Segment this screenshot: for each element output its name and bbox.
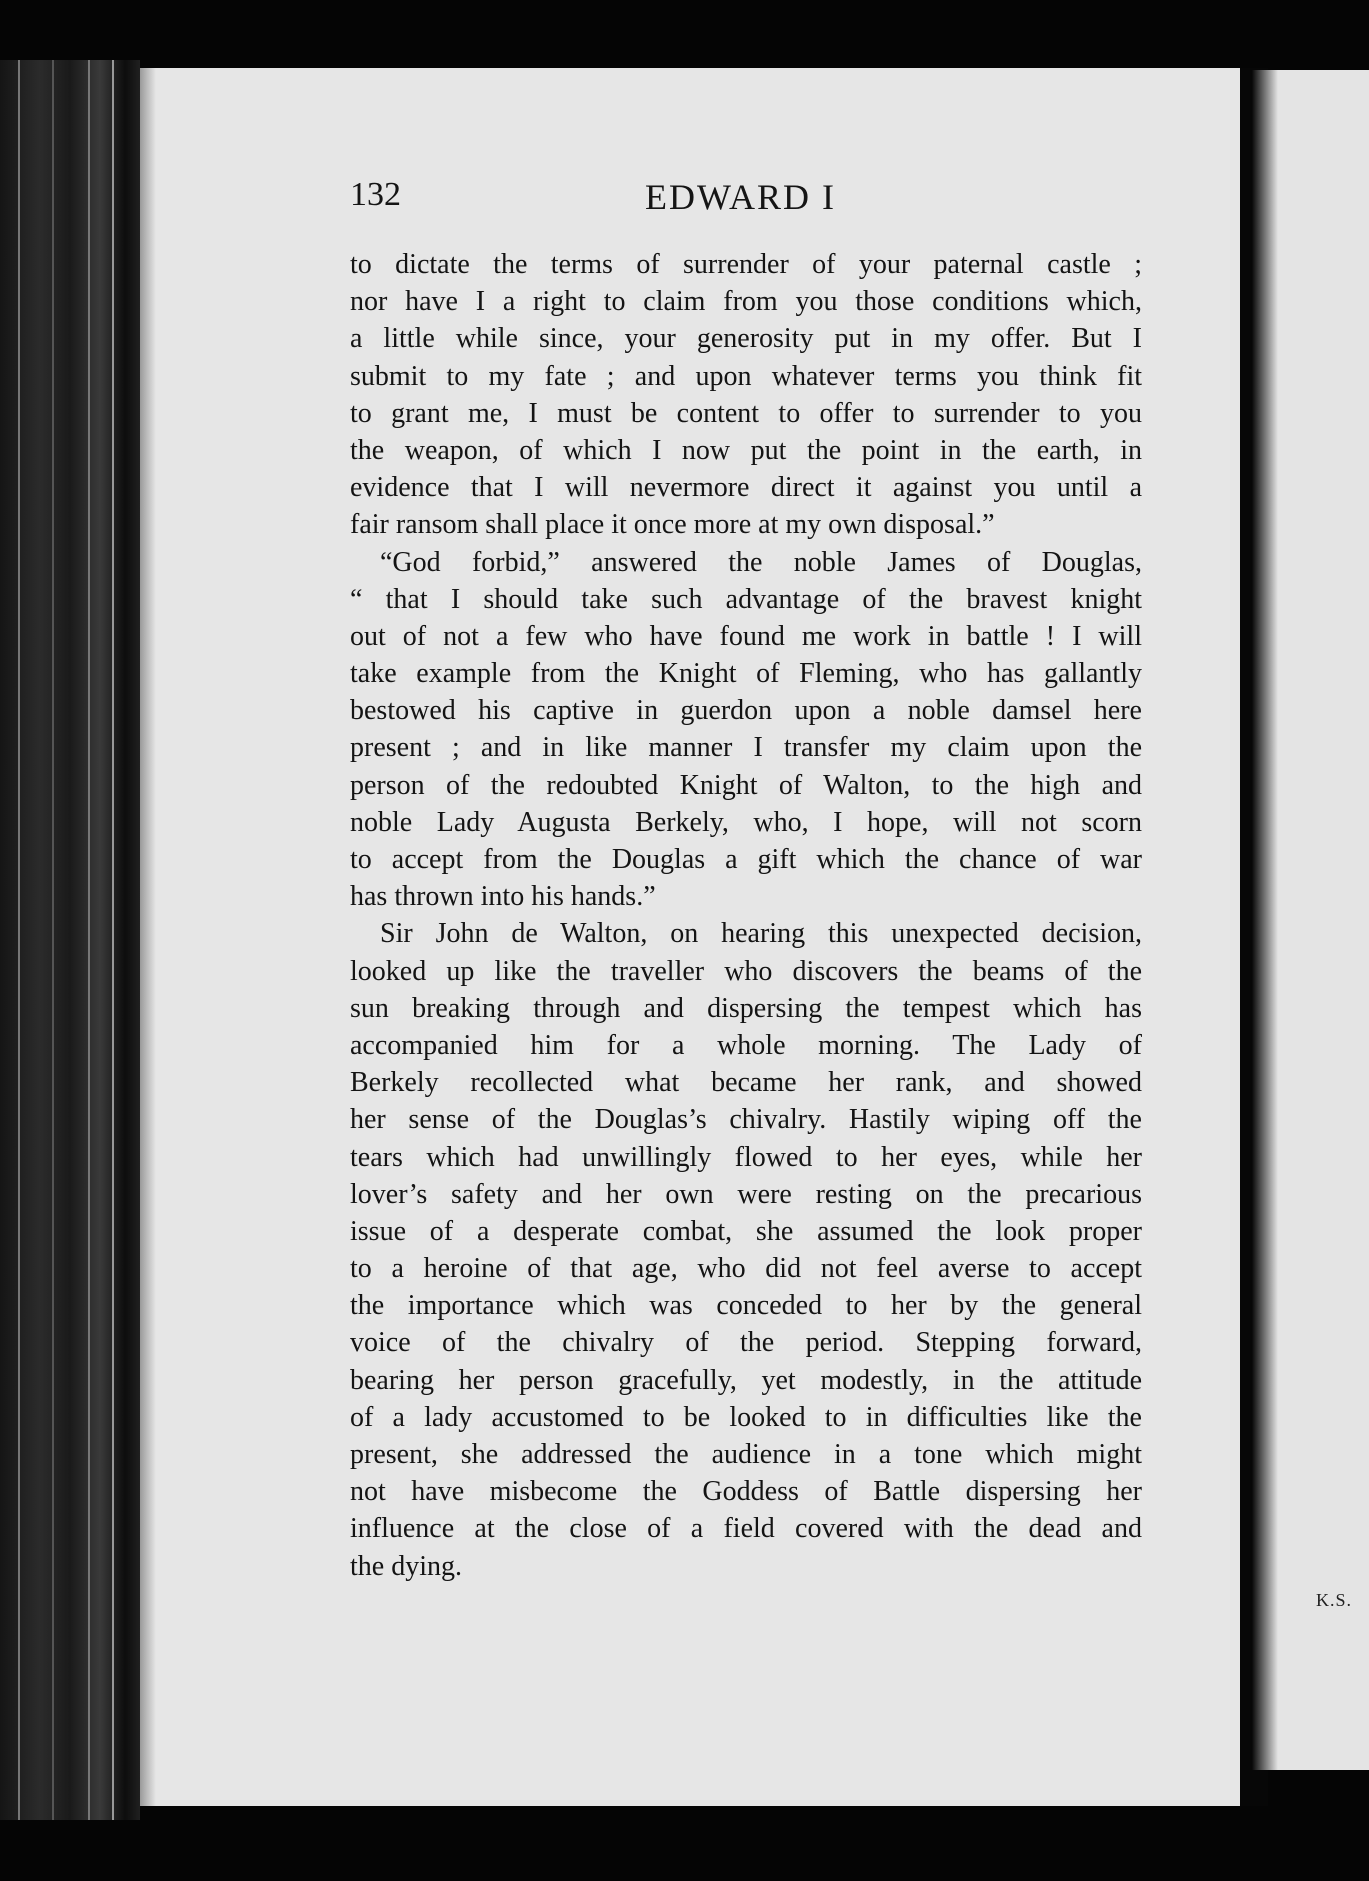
paragraph-start-line: “God forbid,” answered the noble James of Douglas, xyxy=(380,546,1142,578)
text-line: to dictate the terms of surrender of your paternal castle ; xyxy=(350,249,1142,280)
text-line: of a lady accustomed to be looked to in difficulties like the xyxy=(350,1401,1142,1433)
text-line: sun breaking through and dispersing the tempest which has xyxy=(350,992,1142,1024)
text-line: issue of a desperate combat, she assumed the look proper xyxy=(350,1215,1142,1247)
text-line: person of the redoubted Knight of Walton, to the high and xyxy=(350,769,1142,801)
text-line: to accept from the Douglas a gift which the chance of war xyxy=(350,844,1142,875)
text-line: Berkely recollected what became her rank, and showed xyxy=(350,1067,1142,1099)
text-line: nor have I a right to claim from you those conditions which, xyxy=(350,286,1142,318)
margin-note: K.S. xyxy=(1316,1590,1353,1610)
text-line: accompanied him for a whole morning. The Lady of xyxy=(350,1029,1142,1061)
text-line: has thrown into his hands.” xyxy=(350,881,656,913)
book-spine-edge xyxy=(0,60,140,1820)
text-line: influence at the close of a field covered with the dead and xyxy=(350,1513,1142,1545)
text-line: out of not a few who have found me work in battle ! I will xyxy=(350,620,1142,652)
text-line: noble Lady Augusta Berkely, who, I hope, will not scorn xyxy=(350,806,1142,838)
text-line: evidence that I will nevermore direct it against you until a xyxy=(350,472,1142,504)
page-number: 132 xyxy=(350,176,401,213)
text-line: “ that I should take such advantage of the bravest knight xyxy=(350,583,1142,615)
text-line: her sense of the Douglas’s chivalry. Hastily wiping off the xyxy=(350,1104,1142,1136)
text-line: the weapon, of which I now put the point in the earth, in xyxy=(350,434,1142,466)
text-line: present, she addressed the audience in a tone which might xyxy=(350,1439,1142,1470)
text-line: bestowed his captive in guerdon upon a noble damsel here xyxy=(350,695,1142,727)
text-line: the dying. xyxy=(350,1550,462,1582)
running-title: EDWARD I xyxy=(645,177,836,217)
running-head xyxy=(350,176,1150,222)
facing-page-edge xyxy=(1252,70,1369,1770)
text-line: to a heroine of that age, who did not feel averse to accept xyxy=(350,1253,1142,1285)
text-line: not have misbecome the Goddess of Battle dispersing her xyxy=(350,1476,1142,1508)
text-line: tears which had unwillingly flowed to her eyes, while her xyxy=(350,1141,1142,1173)
text-line: bearing her person gracefully, yet modestly, in the attitude xyxy=(350,1364,1142,1396)
text-line: a little while since, your generosity put in my offer. But I xyxy=(350,323,1142,355)
text-line: looked up like the traveller who discovers the beams of the xyxy=(350,955,1142,987)
paragraph-start-line: Sir John de Walton, on hearing this unexpected decision, xyxy=(380,918,1142,950)
text-line: voice of the chivalry of the period. Stepping forward, xyxy=(350,1327,1142,1359)
text-line: to grant me, I must be content to offer to surrender to you xyxy=(350,397,1142,429)
text-line: fair ransom shall place it once more at my own disposal.” xyxy=(350,509,995,541)
text-line: lover’s safety and her own were resting on the precarious xyxy=(350,1178,1142,1210)
text-line: present ; and in like manner I transfer my claim upon the xyxy=(350,732,1142,764)
text-line: take example from the Knight of Fleming, who has gallantly xyxy=(350,658,1142,690)
text-line: the importance which was conceded to her by the general xyxy=(350,1290,1142,1322)
body-text xyxy=(350,246,1142,1585)
text-line: submit to my fate ; and upon whatever terms you think fit xyxy=(350,360,1142,392)
